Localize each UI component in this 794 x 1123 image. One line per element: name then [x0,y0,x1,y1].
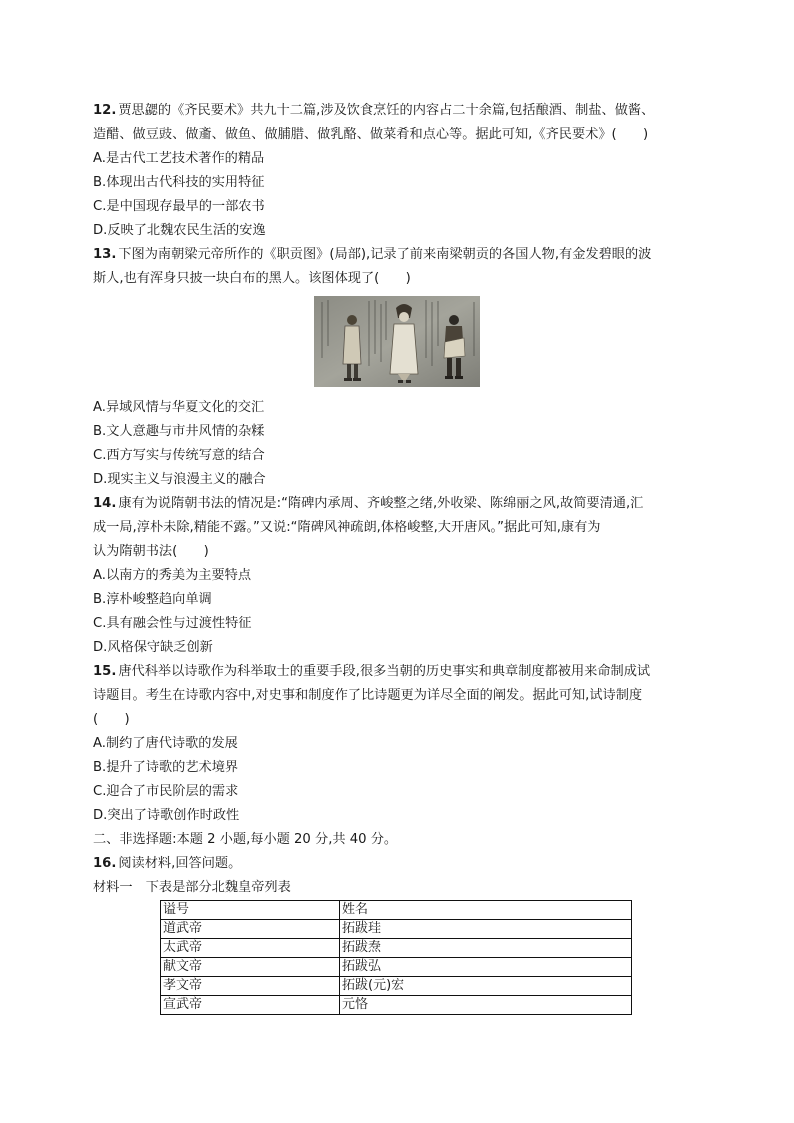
table-cell: 元恪 [340,996,632,1015]
painting-figures-illustration [314,296,480,387]
question-stem-line: 16. 阅读材料,回答问题。 [93,856,242,871]
option-b[interactable]: B.体现出古代科技的实用特征 [93,175,265,190]
question-stem-line: 造醋、做豆豉、做齑、做鱼、做脯腊、做乳酪、做菜肴和点心等。据此可知,《齐民要术》( ) [93,127,649,142]
question-stem-line: 斯人,也有浑身只披一块白布的黑人。该图体现了( ) [93,271,411,286]
question-16 [93,852,703,1015]
question-number: 16. [93,856,117,871]
question-stem-line: 诗题目。考生在诗歌内容中,对史事和制度作了比诗题更为详尽全面的阐发。据此可知,试诗制度 [93,688,643,703]
question-stem-line: 14. 康有为说隋朝书法的情况是:“隋碑内承周、齐峻整之绪,外收梁、陈绵丽之风,故简要清通,汇 [93,496,644,511]
section-heading: 二、非选择题:本题 2 小题,每小题 20 分,共 40 分。 [93,832,398,847]
material-caption: 材料一 下表是部分北魏皇帝列表 [93,880,291,895]
table-row [161,996,632,1015]
question-number: 14. [93,496,117,511]
option-c[interactable]: C.西方写实与传统写意的结合 [93,448,265,463]
question-13 [93,243,703,492]
table-row [161,958,632,977]
table-row [161,939,632,958]
question-number: 12. [93,103,117,118]
question-stem-line: 13. 下图为南朝梁元帝所作的《职贡图》(局部),记录了前来南梁朝贡的各国人物,有金发碧眼的波 [93,247,652,262]
table-cell: 拓跋焘 [340,939,632,958]
table-cell: 献文帝 [161,958,340,977]
question-stem-line: 认为隋朝书法( ) [93,544,209,559]
question-stem-line: ( ) [93,712,130,727]
table-cell: 孝文帝 [161,977,340,996]
table-cell: 拓跋(元)宏 [340,977,632,996]
option-d[interactable]: D.反映了北魏农民生活的安逸 [93,223,266,238]
question-14 [93,492,703,660]
emperor-table [160,900,632,1015]
option-d[interactable]: D.现实主义与浪漫主义的融合 [93,472,266,487]
column-header-posthumous-name: 谥号 [161,901,340,920]
option-a[interactable]: A.是古代工艺技术著作的精品 [93,151,265,166]
question-stem-line: 12. 贾思勰的《齐民要术》共九十二篇,涉及饮食烹饪的内容占二十余篇,包括酿酒、制盐、做酱、 [93,103,655,118]
table-cell: 道武帝 [161,920,340,939]
option-c[interactable]: C.具有融会性与过渡性特征 [93,616,252,631]
question-number: 13. [93,247,117,262]
table-cell: 拓跋弘 [340,958,632,977]
question-number: 15. [93,664,117,679]
zhigongtu-painting-image [314,296,480,387]
table-header-row [161,901,632,920]
table-cell: 宣武帝 [161,996,340,1015]
question-12 [93,99,703,243]
option-d[interactable]: D.突出了诗歌创作时政性 [93,808,240,823]
table-cell: 拓跋珪 [340,920,632,939]
option-a[interactable]: A.以南方的秀美为主要特点 [93,568,252,583]
question-stem-line: 成一局,淳朴未除,精能不露。”又说:“隋碑风神疏朗,体格峻整,大开唐风。”据此可知,康有为 [93,520,601,535]
option-b[interactable]: B.淳朴峻整趋向单调 [93,592,212,607]
table-cell: 太武帝 [161,939,340,958]
question-stem-line: 15. 唐代科举以诗歌作为科举取士的重要手段,很多当朝的历史事实和典章制度都被用来命制成试 [93,664,651,679]
option-d[interactable]: D.风格保守缺乏创新 [93,640,213,655]
option-c[interactable]: C.迎合了市民阶层的需求 [93,784,239,799]
question-15 [93,660,703,828]
page-content [93,99,703,1015]
option-a[interactable]: A.异域风情与华夏文化的交汇 [93,400,265,415]
option-c[interactable]: C.是中国现存最早的一部农书 [93,199,265,214]
column-header-name: 姓名 [340,901,632,920]
table-row [161,920,632,939]
option-b[interactable]: B.提升了诗歌的艺术境界 [93,760,239,775]
option-a[interactable]: A.制约了唐代诗歌的发展 [93,736,238,751]
table-row [161,977,632,996]
option-b[interactable]: B.文人意趣与市井风情的杂糅 [93,424,265,439]
